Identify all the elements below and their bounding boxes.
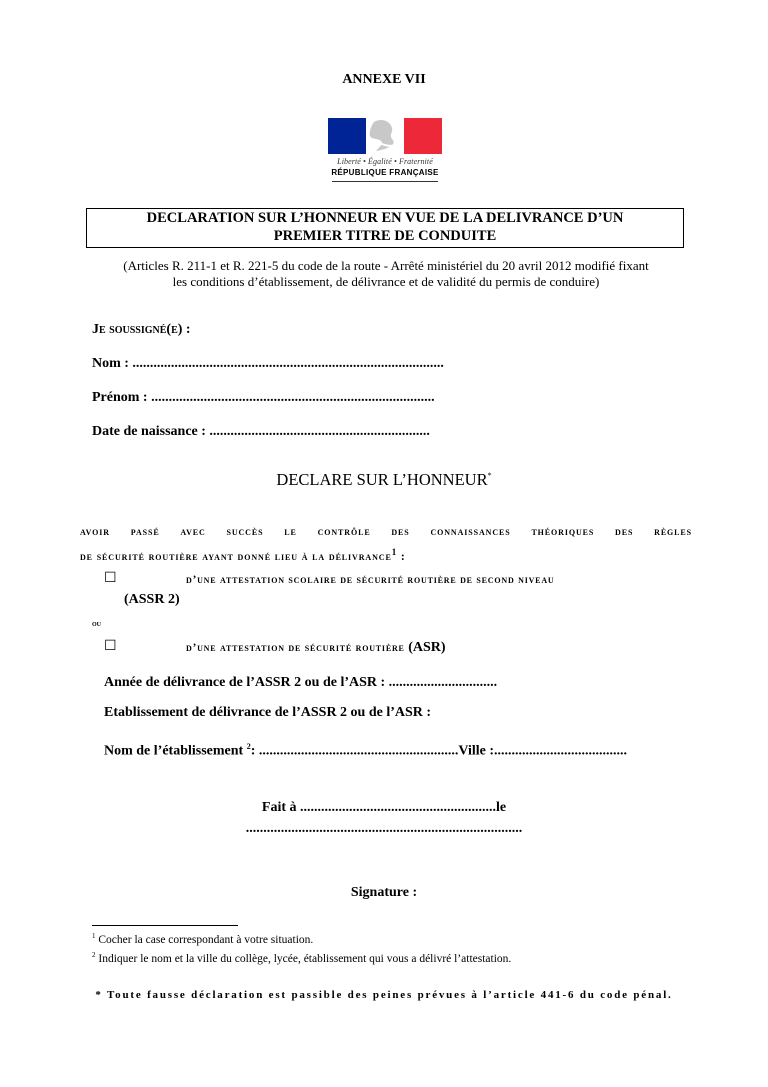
asr-option-label [186,640,446,656]
legal-reference [84,258,688,290]
asr-option-tail: (ASR) [404,640,446,655]
title-line-2: PREMIER TITRE DE CONDUITE [273,228,497,244]
prenom-field[interactable]: Prénom : ................................................................................. [92,390,435,405]
footnote-ref-1: 1 [391,547,398,557]
fait-a-field[interactable]: Fait à ........................................................le [261,800,507,815]
declaration-title-box [86,208,684,248]
asr-option-text: d’une attestation de sécurité routière [186,642,405,654]
declare-asterisk: * [487,471,492,480]
articles-line-2: les conditions d’établissement, de délivrance et de validité du permis de conduire) [172,274,600,289]
nom-field[interactable]: Nom : ......................................................................................... [92,356,444,371]
etablissement-delivrance-label: Etablissement de délivrance de l’ASSR 2 ou de l’ASR : [104,705,432,720]
marianne-logo-icon [328,118,442,182]
avoir-passe-text [80,522,692,567]
nom-etablissement-field[interactable] [104,742,627,760]
assr2-option-label: d’une attestation scolaire de sécurité routière de second niveau [186,574,555,586]
footnote-2-num: 2 [92,951,96,959]
title-line-1: DECLARATION SUR L’HONNEUR EN VUE DE LA DELIVRANCE D’UN [146,210,624,226]
or-separator: ou [92,618,101,628]
footnote-divider [92,925,238,926]
date-naissance-field[interactable]: Date de naissance : ............................................................... [92,424,430,439]
tricolor-flag-icon [328,118,442,154]
declare-title: DECLARE SUR L’HONNEUR [276,470,488,489]
footnote-1 [92,932,313,946]
avoir-line-1: avoir passé avec succès le contrôle des connaissances théoriques des règles [80,525,692,538]
je-soussigne-label: Je soussigné(e) : [92,322,191,337]
annee-delivrance-field[interactable]: Année de délivrance de l’ASSR 2 ou de l’ASR : ............................... [104,675,498,690]
footnote-1-num: 1 [92,932,96,940]
assr2-checkbox[interactable]: ☐ [104,570,117,586]
assr2-option-tail: (ASSR 2) [124,592,180,607]
footnote-ref-2: 2 [246,742,251,751]
nom-etab-label: Nom de l’établissement [104,743,247,759]
asr-checkbox[interactable]: ☐ [104,638,117,654]
marianne-profile-icon [366,118,404,154]
avoir-colon: : [397,549,406,563]
articles-line-1: (Articles R. 211-1 et R. 221-5 du code de la route - Arrêté ministériel du 20 avril 2012 modifié fixant [123,258,649,273]
declare-heading [0,470,768,490]
signature-label: Signature : [350,885,418,900]
flag-blue-band [328,118,366,154]
footnote-2 [92,951,511,965]
nom-etab-dots: : .........................................................Ville :...................................... [250,743,628,759]
logo-divider [332,181,438,182]
false-declaration-warning: * Toute fausse déclaration est passible des peines prévues à l’article 441-6 du code pénal. [95,989,673,1001]
avoir-line-2 [80,542,692,567]
flag-red-band [404,118,442,154]
footnote-2-text: Indiquer le nom et la ville du collège, lycée, établissement qui vous a délivré l’attestation. [95,952,512,965]
fait-date-field[interactable]: ............................................................................... [245,821,523,836]
flag-white-band [366,118,404,154]
footnote-1-text: Cocher la case correspondant à votre situation. [95,933,314,946]
avoir-line-2-text: de sécurité routière ayant donné lieu à la délivrance [80,549,392,563]
annex-title: ANNEXE VII [342,72,426,87]
logo-motto: Liberté • Égalité • Fraternité [337,157,433,166]
logo-republic-text: RÉPUBLIQUE FRANÇAISE [331,168,439,177]
